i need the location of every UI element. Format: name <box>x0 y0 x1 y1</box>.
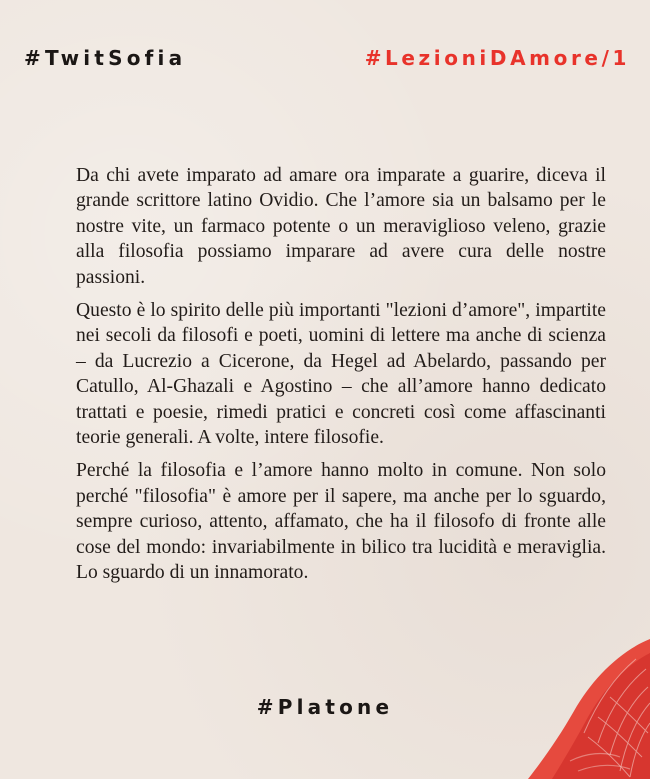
paragraph-2: Questo è lo spirito delle più importanti "lezioni d’amore", impartite nei secoli da filosofi e poeti, uomini di lettere ma anche di scienza – da Lucrezio a Cicerone, da Hegel ad Abelardo, passando per Catullo, Al-Ghazali e Agostino – che all’amore hanno dedicato trattati e poesie, rimedi pratici e concreti così come affascinanti teorie generali. A volte, intere filosofie. <box>76 300 606 449</box>
paragraph-3: Perché la filosofia e l’amore hanno molto in comune. Non solo perché "filosofia" è amore per il sapere, ma anche per lo sguardo, sempre curioso, attento, affamato, che ha il filosofo di fronte alle cose del mondo: invariabilmente in bilico tra lucidità e meraviglia. Lo sguardo di un innamorato. <box>76 460 606 584</box>
red-engraved-illustration-corner-icon <box>500 639 650 779</box>
body-text <box>76 163 606 594</box>
platone-hashtag: #Platone <box>256 695 394 719</box>
paragraph-1: Da chi avete imparato ad amare ora imparate a guarire, diceva il grande scrittore latino Ovidio. Che l’amore sia un balsamo per le nostre vite, un farmaco potente o un meraviglioso veleno, grazie alla filosofia possiamo imparare ad avere cura delle nostre passioni. <box>76 165 606 288</box>
lezioni-damore-hashtag: #LezioniDAmore/1 <box>364 46 630 70</box>
twitsofia-hashtag: #TwitSofia <box>24 46 187 70</box>
